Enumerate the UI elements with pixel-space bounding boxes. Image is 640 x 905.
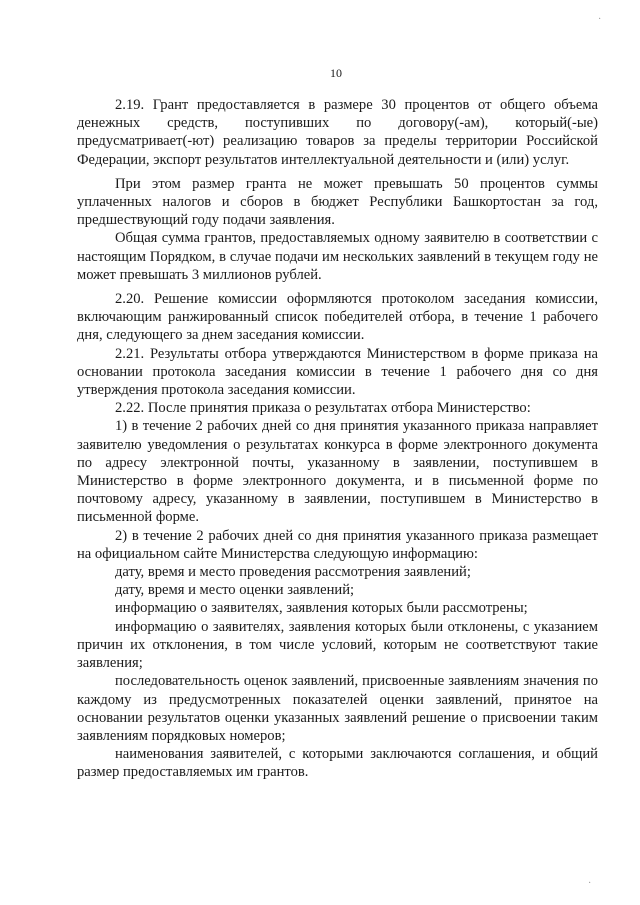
info-item-grant-recipients: наименования заявителей, с которыми заключаются соглашения, и общий размер предоставляемых им грантов.: [77, 746, 598, 781]
info-item-review-date: дату, время и место проведения рассмотрения заявлений;: [115, 564, 471, 581]
list-item-1: 1) в течение 2 рабочих дней со дня принятия указанного приказа направляет заявителю уведомления о результатах конкурса в форме электронного документа по адресу электронной почты, указанному в заявлении, поступившем в Министерство в форме электронного документа, и в письменной форме по почтовому адресу, указанному в заявлении, поступившем в Министерство в письменной форме.: [77, 418, 598, 526]
paragraph-2-19: 2.19. Грант предоставляется в размере 30 процентов от общего объема денежных средств, поступивших по договору(-ам), который(-ые) предусматривает(-ют) реализацию товаров за пределы территории Российской Федерации, экспорт результатов интеллектуальной деятельности и (или) услуг.: [77, 97, 598, 168]
paragraph-2-20: 2.20. Решение комиссии оформляются протоколом заседания комиссии, включающим ранжированный список победителей отбора, в течение 1 рабочего дня, следующего за днем заседания комиссии.: [77, 291, 598, 344]
list-item-2: 2) в течение 2 рабочих дней со дня принятия указанного приказа размещает на официальном сайте Министерства следующую информацию:: [77, 527, 598, 562]
paragraph-grant-limit: При этом размер гранта не может превышать 50 процентов суммы уплаченных налогов и сборов в бюджет Республики Башкортостан за год, предшествующий году подачи заявления.: [77, 175, 598, 229]
scan-mark: ·: [598, 14, 602, 25]
document-body: [77, 96, 598, 782]
page-number: 10: [330, 66, 342, 80]
info-item-evaluation-sequence: последовательность оценок заявлений, присвоенные заявлениям значения по каждому из предусмотренных показателей оценки заявлений, принятое на основании результатов оценки указанных заявлений решение о присвоении таким заявлениям порядковых номеров;: [77, 673, 598, 744]
paragraph-total-grants: Общая сумма грантов, предоставляемых одному заявителю в соответствии с настоящим Порядком, в случае подачи им нескольких заявлений в текущем году не может превышать 3 миллионов рублей.: [77, 230, 598, 283]
info-item-rejected-applicants: информацию о заявителях, заявления которых были отклонены, с указанием причин их отклонения, в том числе условий, которым не соответствуют такие заявления;: [77, 618, 598, 672]
info-item-reviewed-applicants: информацию о заявителях, заявления которых были рассмотрены;: [115, 600, 528, 617]
paragraph-2-21: 2.21. Результаты отбора утверждаются Министерством в форме приказа на основании протокола заседания комиссии в течение 1 рабочего дня со дня утверждения протокола заседания комиссии.: [77, 345, 598, 399]
paragraph-2-22: 2.22. После принятия приказа о результатах отбора Министерство:: [115, 400, 531, 417]
scan-mark: ·: [588, 878, 592, 889]
info-item-evaluation-date: дату, время и место оценки заявлений;: [115, 582, 355, 599]
